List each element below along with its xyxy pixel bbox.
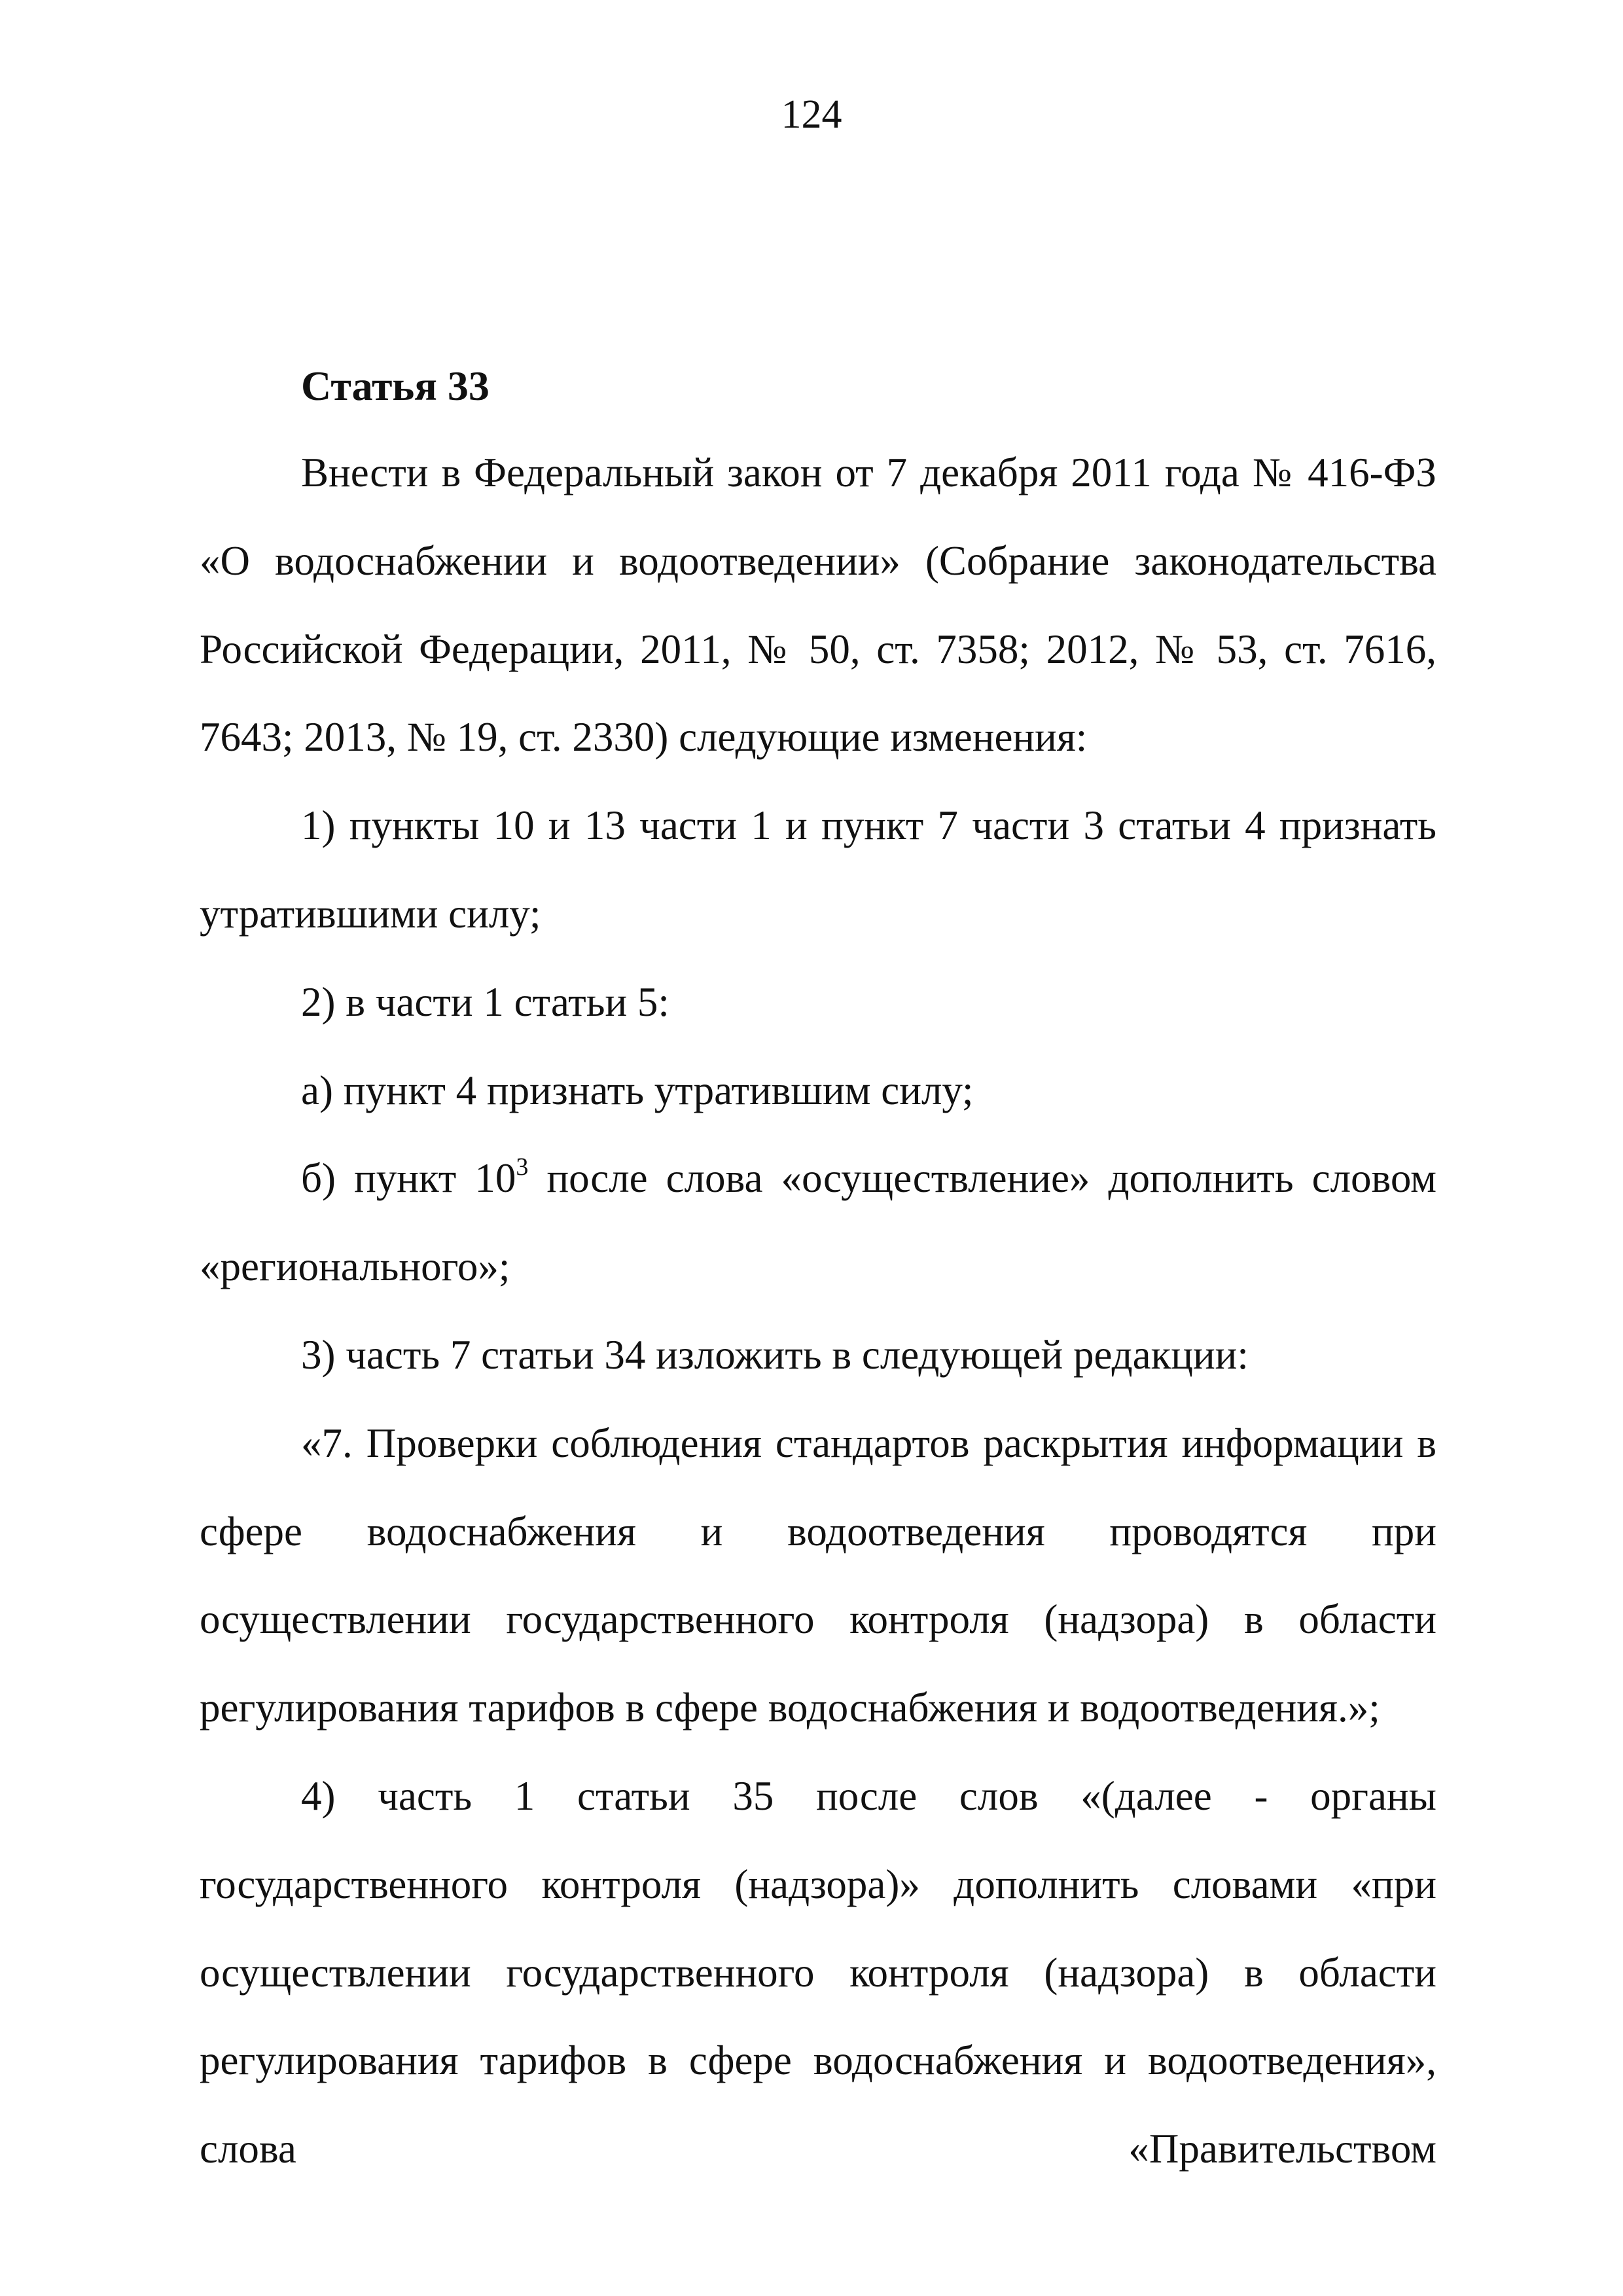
document-body (200, 429, 1436, 2193)
paragraph-item-1: 1) пункты 10 и 13 части 1 и пункт 7 части 3 статьи 4 признать утратившими силу; (200, 802, 1436, 937)
article-heading: Статья 33 (301, 363, 490, 409)
paragraph-intro: Внести в Федеральный закон от 7 декабря 2011 года № 416-ФЗ «О водоснабжении и водоотведении» (Собрание законодательства Российской Федерации, 2011, № 50, ст. 7358; 2012, № 53, ст. 7616, 7643; 2013, № 19, ст. 2330) следующие изменения: (200, 450, 1436, 761)
paragraph-item-3: 3) часть 7 статьи 34 изложить в следующей редакции: (301, 1331, 1249, 1378)
page-number: 124 (781, 92, 842, 137)
superscript-index: 3 (516, 1153, 529, 1181)
paragraph-item-2a: а) пункт 4 признать утратившим силу; (301, 1067, 974, 1113)
item-2b-text-start: б) пункт 10 (301, 1155, 516, 1202)
item-2b-text-end: после слова «осуществление» дополнить словом «регионального»; (200, 1155, 1436, 1290)
paragraph-item-2: 2) в части 1 статьи 5: (301, 978, 669, 1025)
paragraph-item-3-quote: «7. Проверки соблюдения стандартов раскрытия информации в сфере водоснабжения и водоотведения проводятся при осуществлении государственного контроля (надзора) в области регулирования тарифов в сфере водоснабжения и водоотведения.»; (200, 1420, 1436, 1731)
paragraph-item-4: 4) часть 1 статьи 35 после слов «(далее - органы государственного контроля (надзора)» дополнить словами «при осуществлении государственного контроля (надзора) в области регулирования тарифов в сфере водоснабжения и водоотведения», слова «Правительством (200, 1772, 1436, 2172)
paragraph-item-2b (200, 1134, 1436, 1311)
